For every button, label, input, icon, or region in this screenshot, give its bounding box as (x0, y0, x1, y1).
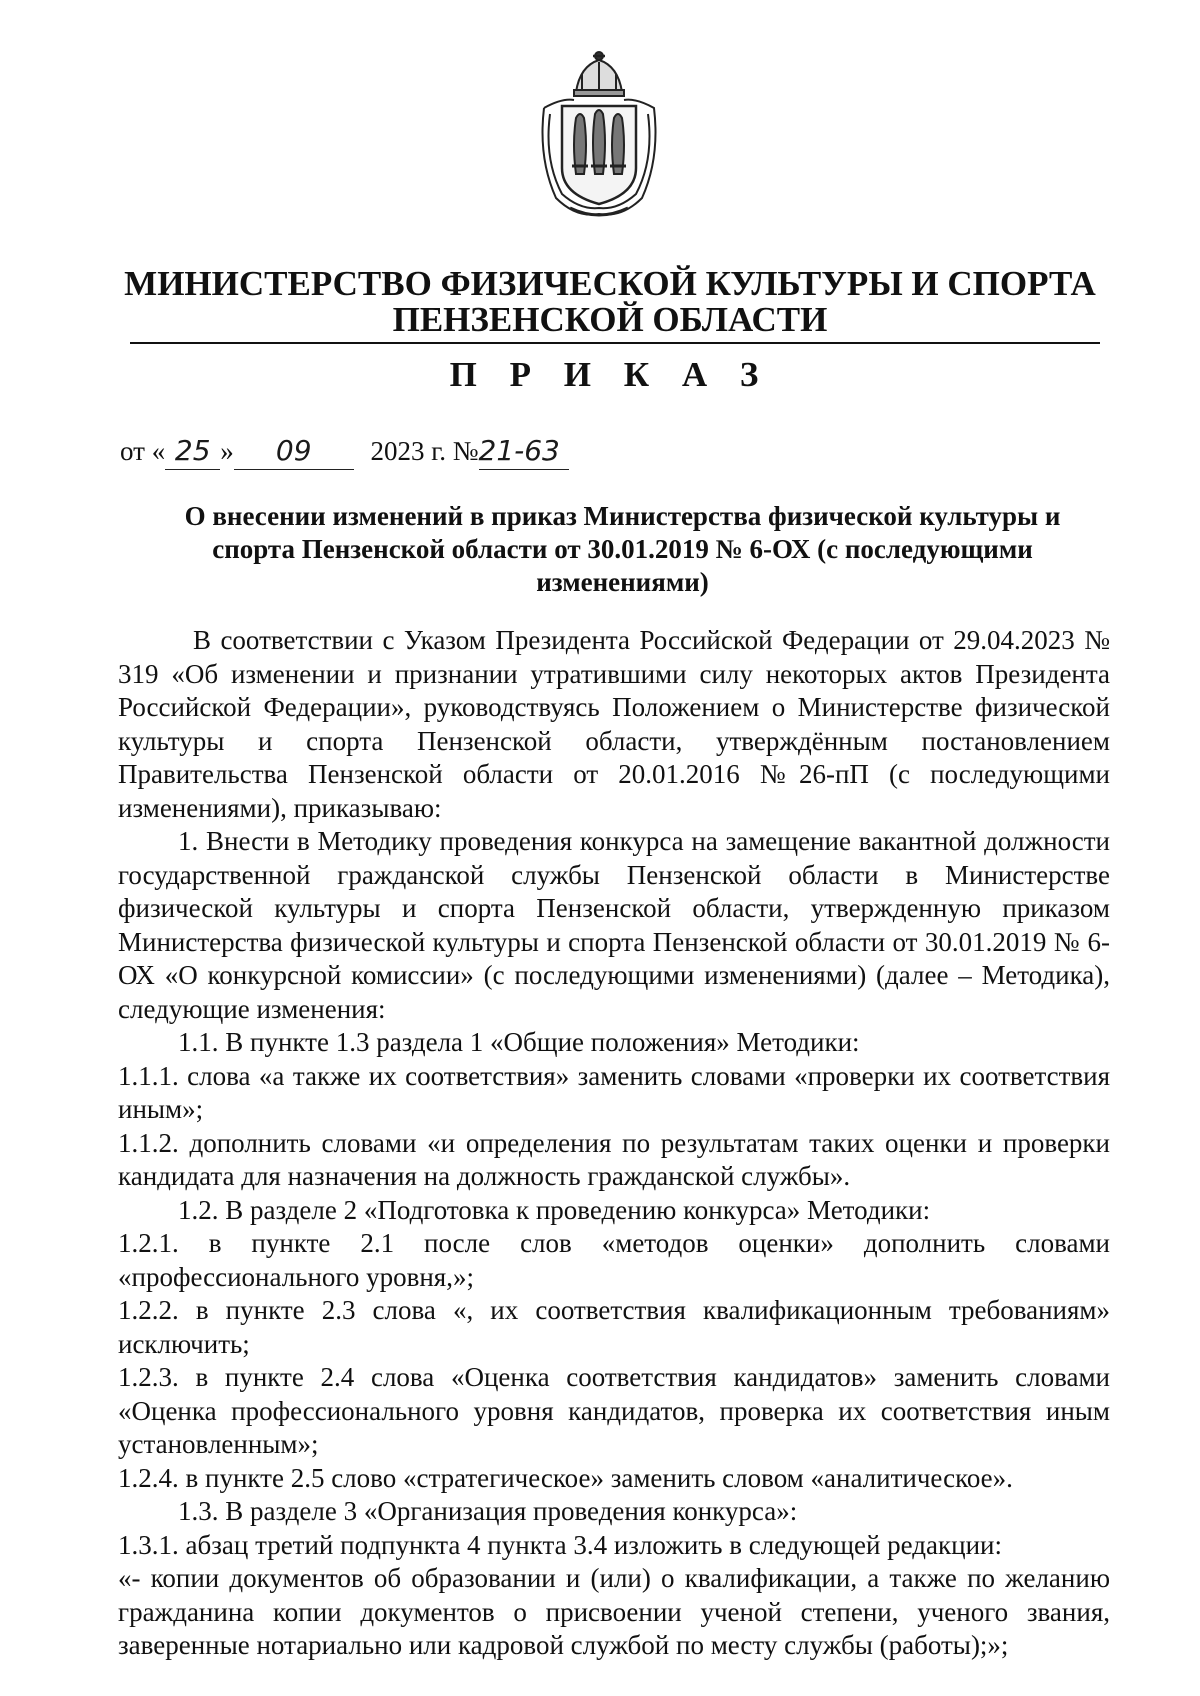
date-prefix: от (120, 436, 145, 466)
item-1-1: 1.1. В пункте 1.3 раздела 1 «Общие положения» Методики: (178, 1027, 860, 1057)
item-1: 1. Внести в Методику проведения конкурса на замещение вакантной должности государственной гражданской службы Пензенской области в Министерстве физической культуры и спорта Пензенской области, утвержденную приказом Министерства физической культуры и спорта Пензенской области от 30.01.2019 № 6-ОХ «О конкурсной комиссии» (с последующими изменениями) (далее – Методика), следующие изменения: (118, 826, 1110, 1024)
close-quote: » (220, 436, 234, 466)
open-quote: « (151, 436, 166, 466)
order-date-line (120, 433, 569, 470)
coat-of-arms-emblem (536, 48, 662, 222)
order-body (118, 624, 1110, 1663)
ministry-name-line2: ПЕНЗЕНСКОЙ ОБЛАСТИ (392, 300, 828, 339)
item-1-3-1: 1.3.1. абзац третий подпункта 4 пункта 3.4 изложить в следующей редакции: (118, 1529, 1002, 1560)
handwritten-order-number: 21-63 (478, 434, 560, 467)
number-sign: № (452, 436, 479, 466)
item-1-3: 1.3. В разделе 3 «Организация проведения конкурса»: (178, 1496, 798, 1526)
item-1-2-4: 1.2.4. в пункте 2.5 слово «стратегическое» заменить словом «аналитическое». (118, 1462, 1013, 1493)
item-1-2-3: 1.2.3. в пункте 2.4 слова «Оценка соответствия кандидатов» заменить словами «Оценка профессионального уровня кандидатов, проверка их соответствия иным установленным»; (118, 1362, 1110, 1459)
item-1-2-2: 1.2.2. в пункте 2.3 слова «, их соответствия квалификационным требованиям» исключить; (118, 1295, 1110, 1359)
ministry-name-line1: МИНИСТЕРСТВО ФИЗИЧЕСКОЙ КУЛЬТУРЫ И СПОРТА (124, 264, 1096, 303)
handwritten-month: 09 (275, 434, 312, 467)
preamble-paragraph: В соответствии с Указом Президента Российской Федерации от 29.04.2023 № 319 «Об изменении и признании утратившими силу некоторых актов Президента Российской Федерации», руководствуясь Положением о Министерстве физической культуры и спорта Пензенской области, утверждённым постановлением Правительства Пензенской области от 20.01.2016 №26-пП (с последующими изменениями), приказываю: (118, 625, 1110, 823)
order-subject: О внесении изменений в приказ Министерства физической культуры и спорта Пензенской области от 30.01.2019 № 6-ОХ (с последующими изменениями) (184, 501, 1061, 597)
document-type-title: П Р И К А З (449, 355, 771, 394)
handwritten-day: 25 (174, 434, 211, 467)
item-1-2-1: 1.2.1. в пункте 2.1 после слов «методов оценки» дополнить словами «профессионального уровня,»; (118, 1228, 1110, 1292)
item-1-3-1-text: «- копии документов об образовании и (или) о квалификации, а также по желанию гражданина копии документов о присвоении ученой степени, ученого звания, заверенные нотариально или кадровой службой по месту службы (работы);»; (118, 1563, 1110, 1660)
item-1-1-1: 1.1.1. слова «а также их соответствия» заменить словами «проверки их соответствия иным»; (118, 1060, 1110, 1124)
item-1-2: 1.2. В разделе 2 «Подготовка к проведению конкурса» Методики: (178, 1194, 931, 1225)
date-year: 2023 г. (370, 436, 446, 466)
item-1-1-2: 1.1.2. дополнить словами «и определения по результатам таких оценки и проверки кандидата для назначения на должность гражданской службы». (118, 1127, 1110, 1191)
header-divider (130, 342, 1100, 344)
